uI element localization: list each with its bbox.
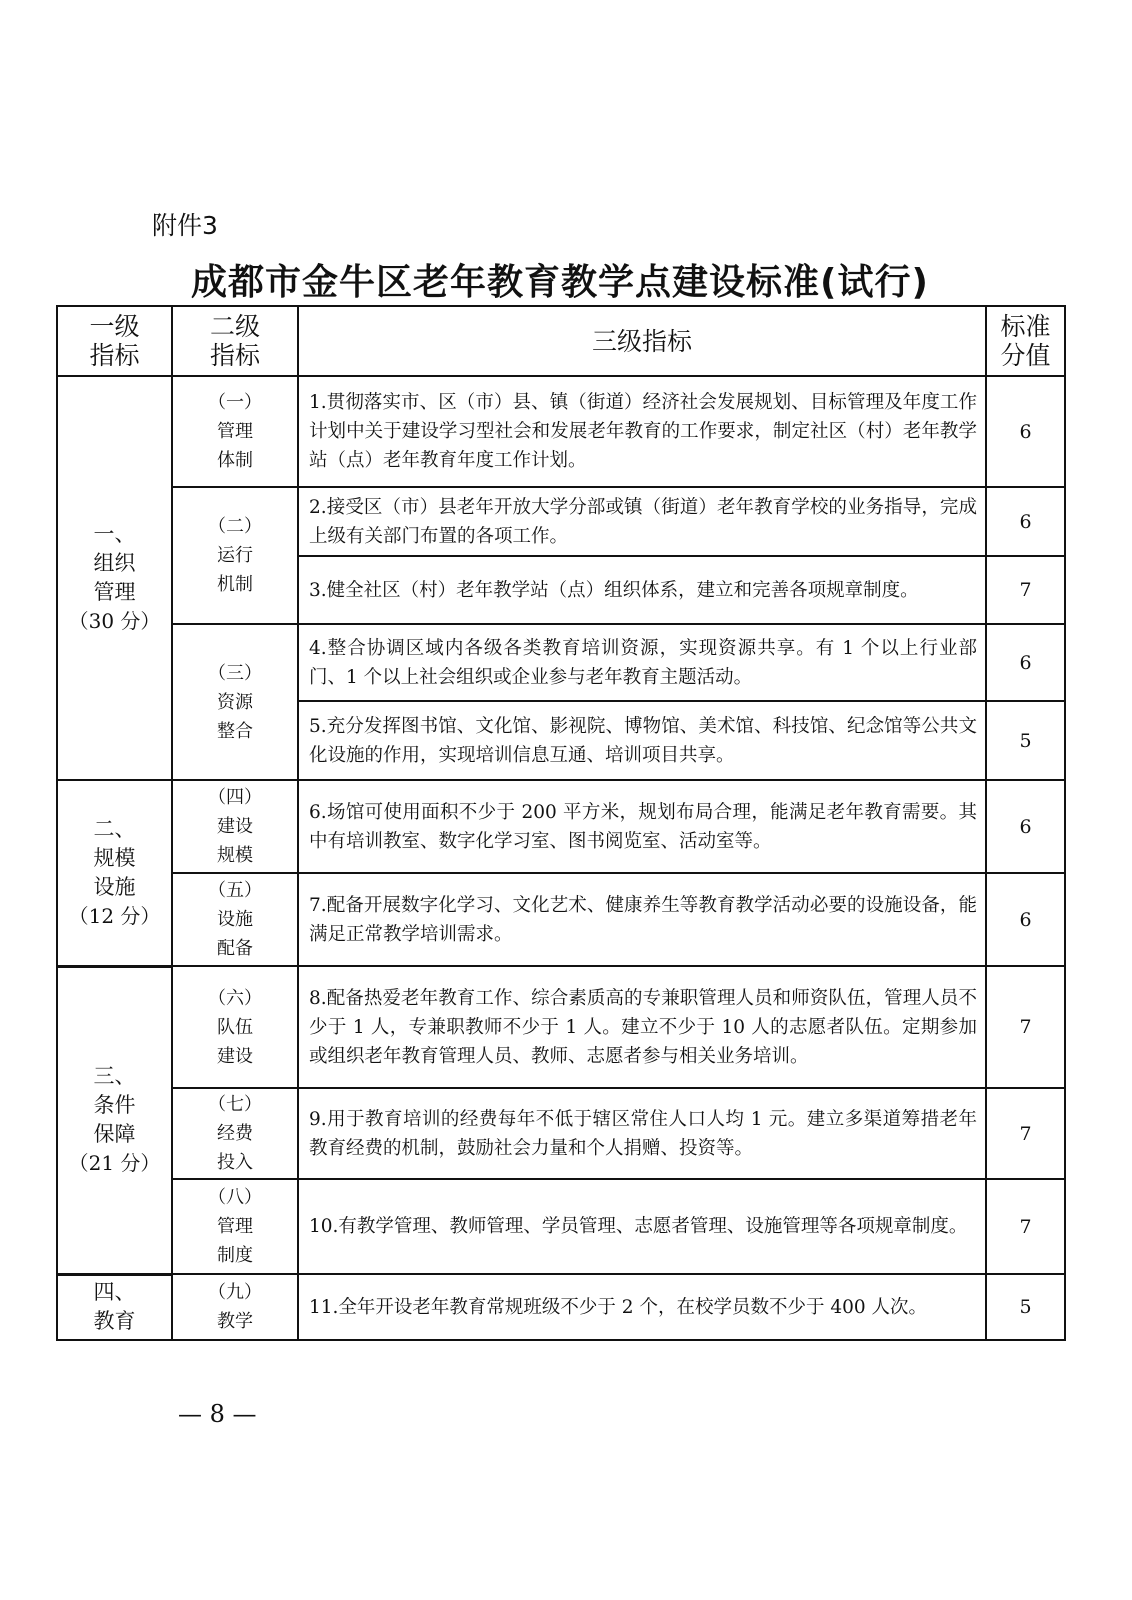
table-header-row [57,306,1065,376]
item-8-text: 8.配备热爱老年教育工作、综合素质高的专兼职管理人员和师资队伍，管理人员不少于 1 人，专兼职教师不少于 1 人。建立不少于 10 人的志愿者队伍。定期参加或组织老年教育管理人员、教师、志愿者参与相关业务培训。 [298,966,986,1088]
table-row [57,873,1065,966]
item-10-score: 7 [986,1179,1065,1274]
item-9-score: 7 [986,1088,1065,1179]
item-4-score: 6 [986,624,1065,701]
item-4-text: 4.整合协调区域内各级各类教育培训资源，实现资源共享。有 1 个以上行业部门、1 个以上社会组织或企业参与老年教育主题活动。 [298,624,986,701]
item-6-text: 6.场馆可使用面积不少于 200 平方米，规划布局合理，能满足老年教育需要。其中有培训教室、数字化学习室、图书阅览室、活动室等。 [298,780,986,873]
group-6-label: （六） 队伍 建设 [172,966,298,1088]
item-6-score: 6 [986,780,1065,873]
group-5-label: （五） 设施 配备 [172,873,298,966]
group-9-label: （九） 教学 [172,1274,298,1340]
table-row [57,1088,1065,1179]
group-7-label: （七） 经费 投入 [172,1088,298,1179]
group-1-label: （一） 管理 体制 [172,376,298,487]
item-3-text: 3.健全社区（村）老年教学站（点）组织体系，建立和完善各项规章制度。 [298,556,986,624]
section-2-name: 二、 规模 设施 （12 分） [57,780,172,966]
table-row [57,1274,1065,1340]
item-2-text: 2.接受区（市）县老年开放大学分部或镇（街道）老年教育学校的业务指导，完成上级有关部门布置的各项工作。 [298,487,986,556]
item-1-text: 1.贯彻落实市、区（市）县、镇（街道）经济社会发展规划、目标管理及年度工作计划中关于建设学习型社会和发展老年教育的工作要求，制定社区（村）老年教学站（点）老年教育年度工作计划。 [298,376,986,487]
section-3-name: 三、 条件 保障 （21 分） [57,966,172,1274]
item-5-score: 5 [986,701,1065,780]
group-3-label: （三） 资源 整合 [172,624,298,780]
section-4-name: 四、 教育 [57,1274,172,1340]
table-row [57,376,1065,487]
item-7-score: 6 [986,873,1065,966]
section-1-name: 一、 组织 管理 （30 分） [57,376,172,780]
document-title: 成都市金牛区老年教育教学点建设标准(试行) [191,262,929,303]
item-11-text: 11.全年开设老年教育常规班级不少于 2 个，在校学员数不少于 400 人次。 [298,1274,986,1340]
item-9-text: 9.用于教育培训的经费每年不低于辖区常住人口人均 1 元。建立多渠道筹措老年教育经费的机制，鼓励社会力量和个人捐赠、投资等。 [298,1088,986,1179]
group-2-label: （二） 运行 机制 [172,487,298,624]
attachment-label: 附件3 [152,211,218,240]
item-7-text: 7.配备开展数字化学习、文化艺术、健康养生等教育教学活动必要的设施设备，能满足正常教学培训需求。 [298,873,986,966]
item-8-score: 7 [986,966,1065,1088]
table-row [57,487,1065,556]
table-row [57,624,1065,701]
header-level2: 二级 指标 [172,306,298,376]
item-2-score: 6 [986,487,1065,556]
page-number: — 8 — [178,1400,257,1428]
header-score: 标准 分值 [986,306,1065,376]
header-level1: 一级 指标 [57,306,172,376]
item-11-score: 5 [986,1274,1065,1340]
table-row [57,1179,1065,1274]
item-3-score: 7 [986,556,1065,624]
table-row [57,966,1065,1088]
table-row [57,780,1065,873]
item-10-text: 10.有教学管理、教师管理、学员管理、志愿者管理、设施管理等各项规章制度。 [298,1179,986,1274]
item-1-score: 6 [986,376,1065,487]
header-level3: 三级指标 [298,306,986,376]
group-4-label: （四） 建设 规模 [172,780,298,873]
standards-table [56,305,1066,1341]
item-5-text: 5.充分发挥图书馆、文化馆、影视院、博物馆、美术馆、科技馆、纪念馆等公共文化设施的作用，实现培训信息互通、培训项目共享。 [298,701,986,780]
group-8-label: （八） 管理 制度 [172,1179,298,1274]
